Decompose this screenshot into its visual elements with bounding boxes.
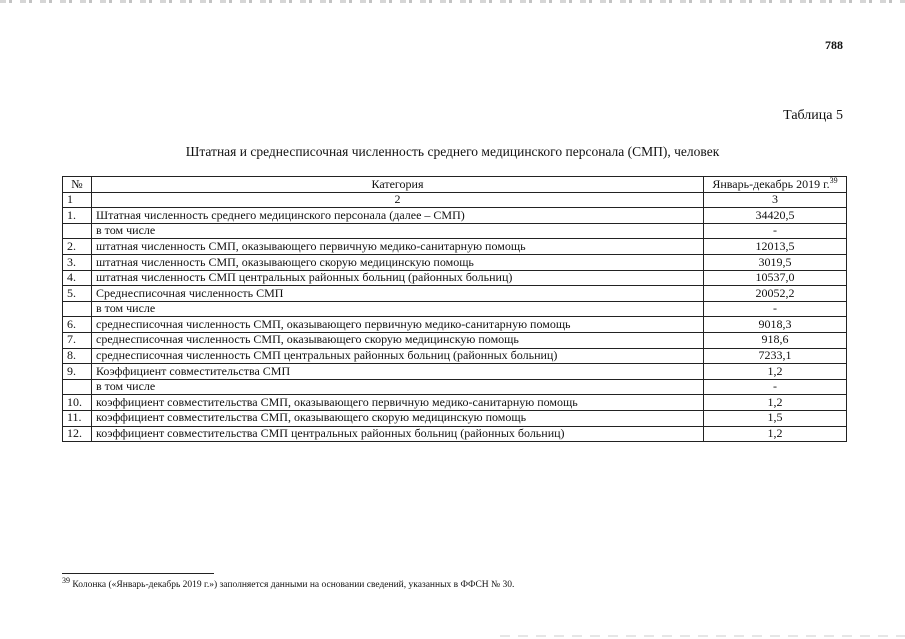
row-num: 2.: [63, 239, 92, 255]
row-num: 11.: [63, 410, 92, 426]
table-row: [63, 348, 847, 364]
footnote: [62, 575, 515, 590]
row-category: коэффициент совместительства СМП центральных районных больниц (районных больниц): [92, 426, 704, 442]
row-category: в том числе: [92, 301, 704, 317]
table-label: Таблица 5: [783, 108, 843, 123]
table-row: [63, 270, 847, 286]
row-value: 7233,1: [704, 348, 847, 364]
row-category: штатная численность СМП, оказывающего первичную медико-санитарную помощь: [92, 239, 704, 255]
row-category: Среднесписочная численность СМП: [92, 286, 704, 302]
row-num: 4.: [63, 270, 92, 286]
header-category: Категория: [92, 177, 704, 193]
row-value: 1,2: [704, 426, 847, 442]
row-value: -: [704, 379, 847, 395]
row-category: штатная численность СМП, оказывающего скорую медицинскую помощь: [92, 254, 704, 270]
footnote-divider: [62, 573, 214, 574]
table-row: [63, 239, 847, 255]
row-num: 1.: [63, 208, 92, 224]
index-category: 2: [92, 192, 704, 208]
page-number: 788: [825, 38, 843, 52]
table-row: [63, 301, 847, 317]
row-num: 12.: [63, 426, 92, 442]
row-category: коэффициент совместительства СМП, оказывающего скорую медицинскую помощь: [92, 410, 704, 426]
row-num: 9.: [63, 364, 92, 380]
row-value: 918,6: [704, 332, 847, 348]
table-row: [63, 426, 847, 442]
row-category: коэффициент совместительства СМП, оказывающего первичную медико-санитарную помощь: [92, 395, 704, 411]
header-value-label: Январь-декабрь 2019 г.: [712, 176, 830, 191]
row-value: -: [704, 223, 847, 239]
row-value: 20052,2: [704, 286, 847, 302]
row-num: [63, 301, 92, 317]
header-value: [704, 177, 847, 193]
row-value: 1,2: [704, 395, 847, 411]
row-category: в том числе: [92, 379, 704, 395]
row-num: 10.: [63, 395, 92, 411]
table-row: [63, 317, 847, 333]
row-num: [63, 223, 92, 239]
table-row: [63, 208, 847, 224]
row-category: штатная численность СМП центральных районных больниц (районных больниц): [92, 270, 704, 286]
row-category: Коэффициент совместительства СМП: [92, 364, 704, 380]
table-row: [63, 379, 847, 395]
table-row: [63, 286, 847, 302]
row-category: среднесписочная численность СМП, оказывающего первичную медико-санитарную помощь: [92, 317, 704, 333]
row-num: 7.: [63, 332, 92, 348]
table-row: [63, 395, 847, 411]
row-value: -: [704, 301, 847, 317]
index-num: 1: [63, 192, 92, 208]
row-num: 6.: [63, 317, 92, 333]
row-value: 3019,5: [704, 254, 847, 270]
header-num: №: [63, 177, 92, 193]
row-category: в том числе: [92, 223, 704, 239]
footnote-mark: 39: [62, 575, 70, 585]
row-value: 1,5: [704, 410, 847, 426]
scan-artifact-top: [0, 0, 905, 3]
row-category: Штатная численность среднего медицинского персонала (далее – СМП): [92, 208, 704, 224]
row-num: [63, 379, 92, 395]
column-index-row: [63, 192, 847, 208]
row-num: 8.: [63, 348, 92, 364]
table-row: [63, 364, 847, 380]
table-row: [63, 410, 847, 426]
table-row: [63, 254, 847, 270]
index-value: 3: [704, 192, 847, 208]
table-header-row: [63, 177, 847, 193]
row-num: 5.: [63, 286, 92, 302]
table-row: [63, 223, 847, 239]
scan-artifact-bottom: [500, 635, 905, 637]
row-value: 34420,5: [704, 208, 847, 224]
row-value: 12013,5: [704, 239, 847, 255]
staff-table: [62, 176, 847, 442]
table-row: [63, 332, 847, 348]
footnote-ref: 39: [829, 176, 838, 185]
table-body: [63, 208, 847, 442]
row-category: среднесписочная численность СМП, оказывающего скорую медицинскую помощь: [92, 332, 704, 348]
row-value: 9018,3: [704, 317, 847, 333]
row-value: 1,2: [704, 364, 847, 380]
row-value: 10537,0: [704, 270, 847, 286]
footnote-text: Колонка («Январь-декабрь 2019 г.») заполняется данными на основании сведений, указанных в ФФСН № 30.: [72, 580, 515, 590]
row-category: среднесписочная численность СМП центральных районных больниц (районных больниц): [92, 348, 704, 364]
page-title: Штатная и среднесписочная численность среднего медицинского персонала (СМП), человек: [185, 144, 720, 159]
row-num: 3.: [63, 254, 92, 270]
